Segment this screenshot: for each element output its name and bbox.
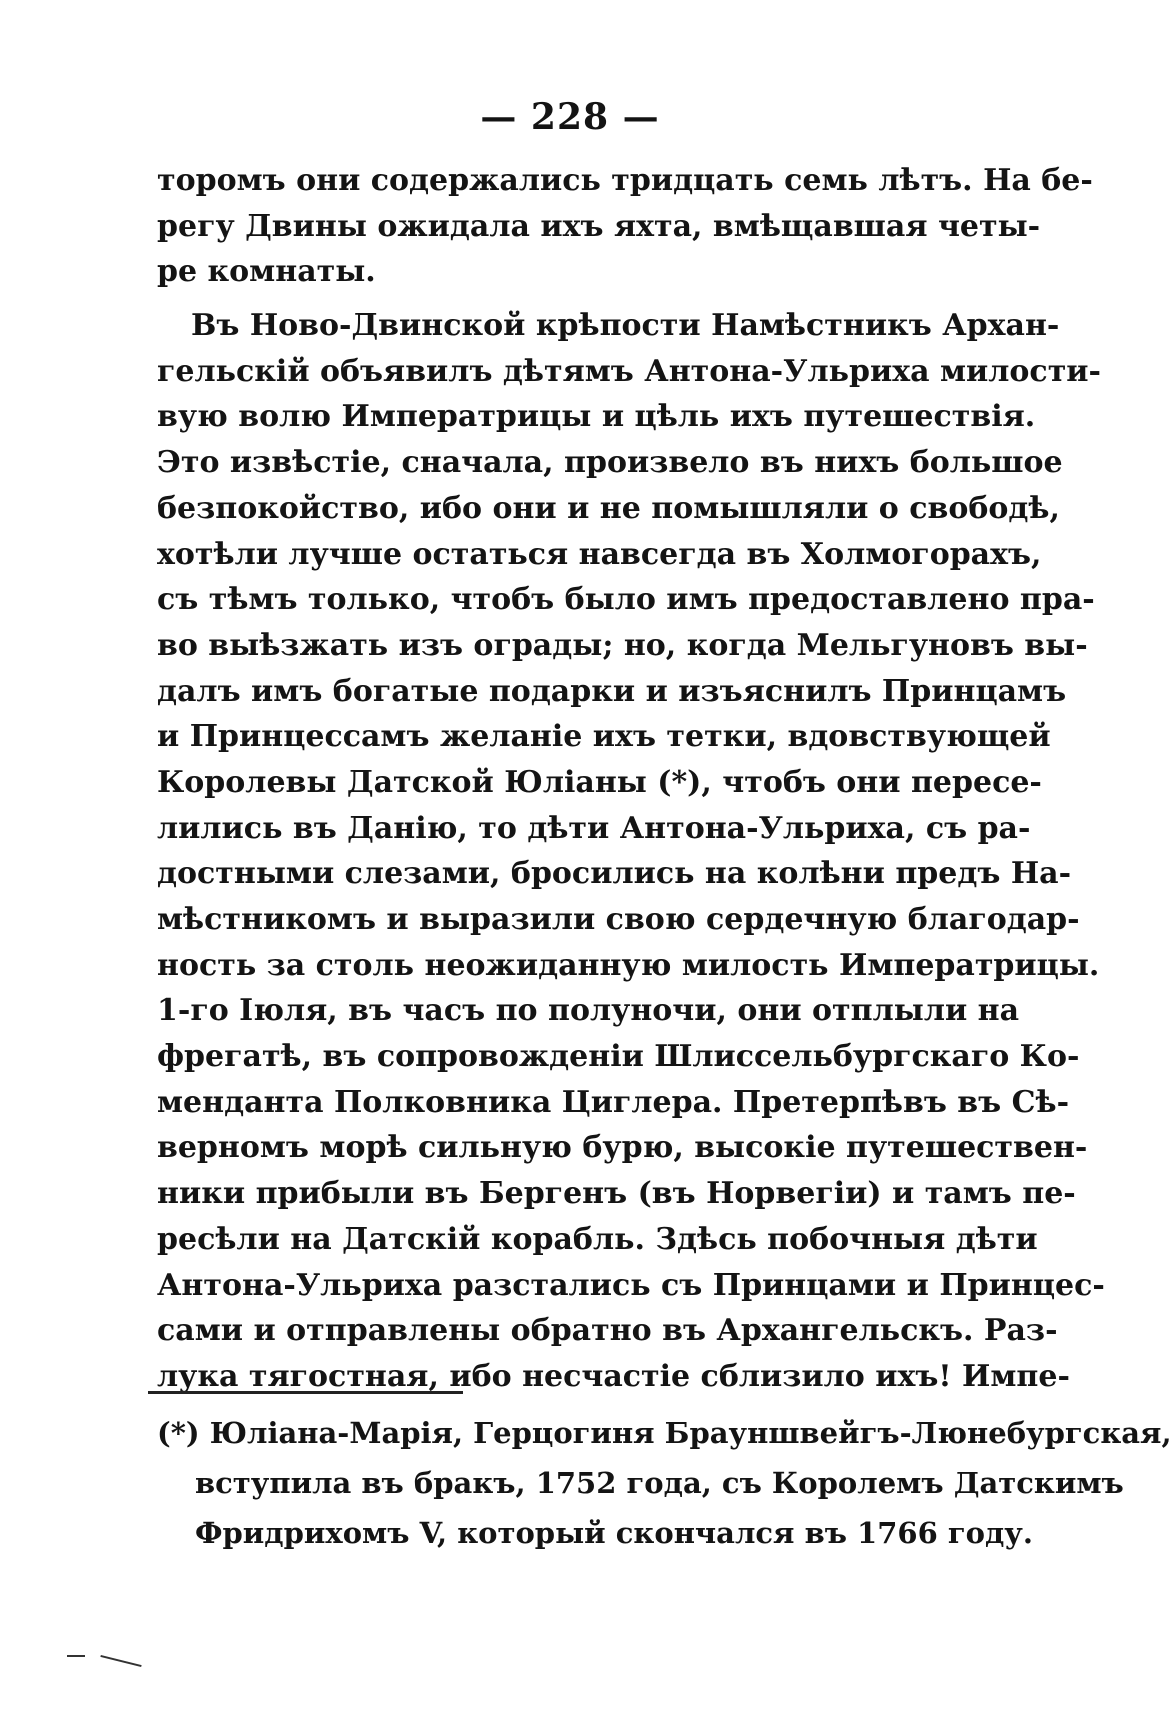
- footnote: [157, 1408, 1172, 1558]
- text-line: вую волю Императрицы и цѣль ихъ путешествія.: [157, 399, 1036, 435]
- text-line: регу Двины ожидала ихъ яхта, вмѣщавшая четы-: [157, 208, 1041, 244]
- main-text: [157, 158, 1105, 1400]
- text-line: достными слезами, бросились на колѣни предъ На-: [157, 856, 1072, 892]
- text-line: менданта Полковника Циглера. Претерпѣвъ въ Сѣ-: [157, 1084, 1070, 1120]
- scan-mark: [67, 1655, 85, 1657]
- text-line: 1-го Іюля, въ часъ по полуночи, они отплыли на: [157, 993, 1020, 1029]
- text-line: безпокойство, ибо они и не помышляли о свободѣ,: [157, 490, 1060, 526]
- text-line: съ тѣмъ только, чтобъ было имъ предоставлено пра-: [157, 582, 1095, 618]
- text-line: и Принцессамъ желаніе ихъ тетки, вдовствующей: [157, 719, 1051, 755]
- text-line: ресѣли на Датскій корабль. Здѣсь побочныя дѣти: [157, 1221, 1038, 1257]
- text-line: торомъ они содержались тридцать семь лѣтъ. На бе-: [157, 163, 1093, 198]
- text-line: фрегатѣ, въ сопровожденіи Шлиссельбургскаго Ко-: [157, 1039, 1080, 1075]
- footnote-line: (*) Юліана-Марія, Герцогиня Брауншвейгъ-Люнебургская,: [157, 1416, 1172, 1450]
- text-line: лука тягостная, ибо несчастіе сблизило ихъ! Импе-: [157, 1358, 1070, 1394]
- footnote-line: Фридрихомъ V, который скончался въ 1766 году.: [195, 1516, 1033, 1550]
- text-line: хотѣли лучше остаться навсегда въ Холмогорахъ,: [157, 536, 1042, 572]
- text-line: верномъ морѣ сильную бурю, высокіе путешествен-: [157, 1130, 1088, 1166]
- page-number: — 228 —: [480, 96, 660, 138]
- text-line: во выѣзжать изъ ограды; но, когда Мельгуновъ вы-: [157, 627, 1088, 663]
- text-line: Это извѣстіе, сначала, произвело въ нихъ большое: [157, 445, 1063, 481]
- footnote-divider: [148, 1391, 463, 1394]
- text-line: ники прибыли въ Бергенъ (въ Норвегіи) и тамъ пе-: [157, 1176, 1076, 1212]
- text-line: гельскій объявилъ дѣтямъ Антона-Ульриха милости-: [157, 353, 1101, 389]
- text-line: ре комнаты.: [157, 254, 376, 290]
- text-line: сами и отправлены обратно въ Архангельскъ. Раз-: [157, 1313, 1058, 1349]
- footnote-line: вступила въ бракъ, 1752 года, съ Королемъ Датскимъ: [195, 1466, 1124, 1500]
- text-line: мѣстникомъ и выразили свою сердечную благодар-: [157, 902, 1080, 937]
- scan-mark: [100, 1655, 141, 1667]
- text-line: далъ имъ богатые подарки и изъяснилъ Принцамъ: [157, 673, 1067, 709]
- text-line: Въ Ново-Двинской крѣпости Намѣстникъ Архан-: [191, 308, 1060, 344]
- text-line: лились въ Данію, то дѣти Антона-Ульриха, съ ра-: [157, 810, 1031, 846]
- text-line: Антона-Ульриха разстались съ Принцами и Принцес-: [157, 1267, 1105, 1303]
- text-line: Королевы Датской Юліаны (*), чтобъ они пересе-: [157, 764, 1042, 800]
- text-line: ность за столь неожиданную милость Императрицы.: [157, 947, 1100, 983]
